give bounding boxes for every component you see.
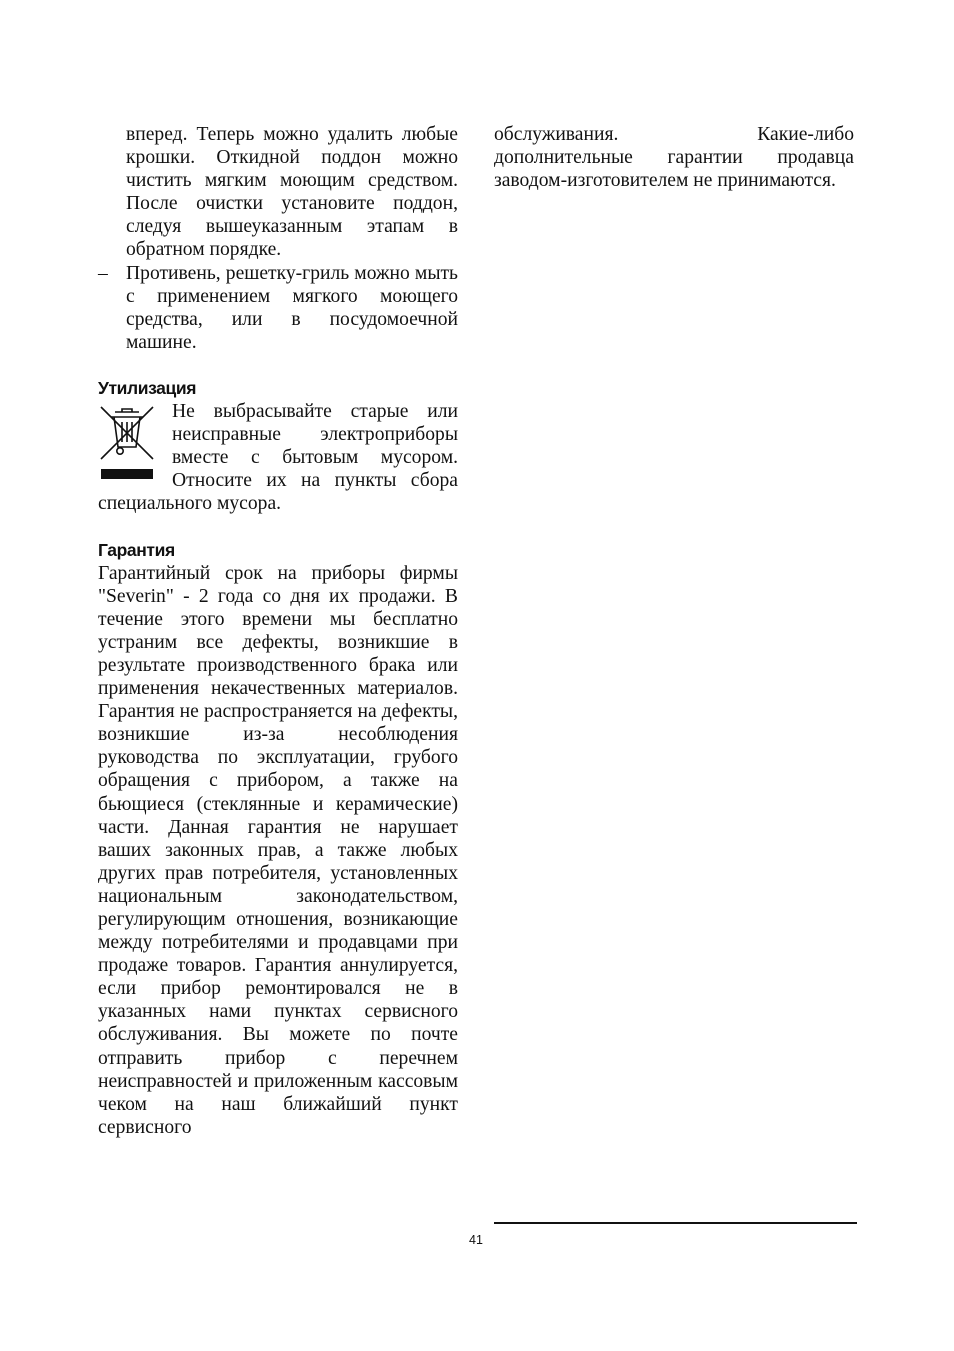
- spacer: [98, 516, 458, 539]
- crossed-out-wheelie-bin-icon: [98, 403, 156, 481]
- page-number: 41: [469, 1233, 483, 1247]
- spacer: [98, 354, 458, 377]
- warranty-continuation-paragraph: обслуживания. Какие-либо дополнительные гарантии продавца заводом-изготовителем не принимаются.: [494, 124, 854, 192]
- disposal-section: [98, 400, 458, 515]
- bullet-text: Противень, решетку-гриль можно мыть с применением мягкого моющего средства, или в посудомоечной машине.: [126, 262, 458, 353]
- left-column: [98, 123, 458, 1139]
- warranty-text: Гарантийный срок на приборы фирмы "Severin" - 2 года со дня их продажи. В течение этого времени мы бесплатно устраним все дефекты, возникшие в результате производственного брака или применения некачественных материалов. Гарантия не распространяется на дефекты, возникшие из-за несоблюдения руководства по эксплуатации, грубого обращения с прибором, а также на бьющиеся (стеклянные и керамические) части. Данная гарантия не нарушает ваших законных прав, а также любых других прав потребителя, установленных национальным законодательством, регулирующим отношения, возникающие между потребителями и продавцами при продаже товаров. Гарантия аннулируется, если прибор ремонтировался не в указанных нами пунктах сервисного обслуживания. Вы можете по почте отправить прибор с перечнем неисправностей и приложенным кассовым чеком на наш ближайший пункт сервисного: [98, 562, 458, 1138]
- right-column: [494, 123, 854, 192]
- disposal-heading: Утилизация: [98, 377, 197, 398]
- footer-rule: [494, 1222, 857, 1224]
- warranty-heading: Гарантия: [98, 539, 175, 560]
- bullet-dash: –: [98, 262, 108, 284]
- dishwasher-bullet-item: [98, 262, 458, 354]
- cleaning-continuation-paragraph: вперед. Теперь можно удалить любые крошки. Откидной поддон можно чистить мягким моющим средством. После очистки установите поддон, следуя вышеуказанным этапам в обратном порядке.: [126, 124, 458, 261]
- disposal-text: Не выбрасывайте старые или неисправные электроприборы вместе с бытовым мусором. Относите их на пункты сбора специального мусора.: [98, 401, 458, 515]
